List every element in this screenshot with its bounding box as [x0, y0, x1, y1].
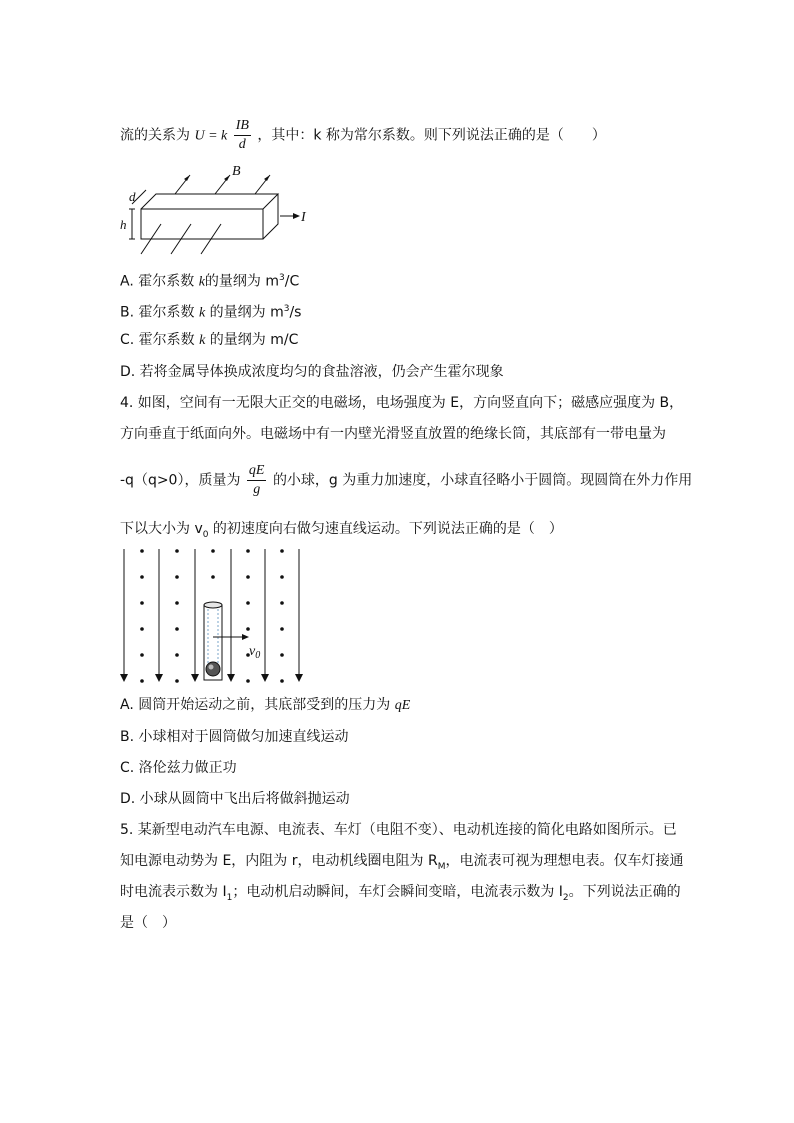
field-dot: [175, 653, 179, 657]
field-dot: [246, 627, 250, 631]
field-dot: [246, 575, 250, 579]
option-b-sup: 3: [283, 304, 290, 314]
q4-line-3: [120, 462, 692, 499]
q4-mass-numerator: qE: [247, 462, 267, 481]
q5-line-2-a: 知电源电动势为 E，内阻为 r，电动机线圈电阻为 R: [120, 853, 438, 869]
field-dot: [246, 679, 250, 683]
q3-option-b: [120, 299, 301, 324]
option-a-tail: /C: [284, 273, 300, 290]
option-c-var: k: [199, 333, 206, 348]
q3-formula-denominator: d: [238, 137, 246, 152]
q5-line-3-sub2: 2: [562, 892, 569, 903]
field-dot: [280, 653, 284, 657]
field-dot: [175, 601, 179, 605]
q4-option-c: C. 洛伦兹力做正功: [120, 760, 237, 776]
q4-option-b: B. 小球相对于圆筒做匀加速直线运动: [120, 729, 349, 745]
q4-line-4: [120, 519, 563, 545]
q4-field-figure: [115, 545, 315, 690]
q3-option-d: D. 若将金属导体换成浓度均匀的食盐溶液，仍会产生霍尔现象: [120, 364, 504, 380]
q5-line-2: [120, 851, 683, 877]
option-a-sup: 3: [279, 273, 285, 283]
q5-line-4: 是（ ）: [120, 915, 176, 931]
q4-option-a: [120, 695, 410, 716]
field-dot: [211, 549, 215, 553]
q5-line-2-sub: M: [437, 861, 446, 872]
q5-line-3-c: 。下列说法正确的: [568, 884, 681, 900]
option-b-prefix: B. 霍尔系数: [120, 304, 199, 321]
option-a-mid: 的量纲为 m: [204, 273, 279, 290]
q3-option-a: [120, 268, 299, 293]
option-b-mid: 的量纲为 m: [205, 304, 284, 321]
label-h: h: [120, 217, 127, 232]
field-dot: [175, 627, 179, 631]
label-I: I: [301, 210, 306, 225]
field-dot: [280, 601, 284, 605]
q3-formula-numerator: IB: [234, 117, 251, 136]
field-dot: [280, 627, 284, 631]
q3-option-c: [120, 330, 298, 351]
q3-intro-suffix: ，其中：k 称为常尔系数。则下列说法正确的是（ ）: [257, 127, 606, 144]
q4-mass-denominator: g: [253, 482, 261, 497]
field-dot: [280, 575, 284, 579]
q5-line-3-b: ；电动机启动瞬间，车灯会瞬间变暗，电流表示数为 I: [232, 884, 563, 900]
q5-line-2-b: ，电流表可视为理想电表。仅车灯接通: [445, 853, 684, 869]
q4-line-3-prefix: -q（q>0），质量为: [120, 472, 241, 489]
q4-option-a-prefix: A. 圆筒开始运动之前，其底部受到的压力为: [120, 697, 395, 713]
q5-line-3: [120, 882, 681, 908]
q3-intro-line: [120, 117, 606, 154]
field-dot: [175, 549, 179, 553]
field-dot: [175, 575, 179, 579]
field-dot: [140, 575, 144, 579]
q4-line-4-suffix: 的初速度向右做匀速直线运动。下列说法正确的是（ ）: [208, 521, 563, 537]
option-c-mid: 的量纲为 m/C: [205, 332, 299, 348]
q5-line-3-a: 时电流表示数为 I: [120, 884, 227, 900]
field-dot: [140, 653, 144, 657]
q4-line-2: 方向垂直于纸面向外。电磁场中有一内壁光滑竖直放置的绝缘长筒，其底部有一带电量为: [120, 426, 666, 442]
option-a-prefix: A. 霍尔系数: [120, 273, 199, 290]
q4-line-4-prefix: 下以大小为 v: [120, 521, 203, 537]
field-dot: [140, 679, 144, 683]
field-dot: [175, 679, 179, 683]
q4-line-1: 4. 如图，空间有一无限大正交的电磁场，电场强度为 E，方向竖直向下；磁感应强度为 B，: [120, 395, 684, 411]
field-dot: [280, 549, 284, 553]
option-c-prefix: C. 霍尔系数: [120, 332, 200, 348]
field-dot: [140, 601, 144, 605]
field-dot: [211, 575, 215, 579]
field-dot: [280, 679, 284, 683]
q4-line-4-sub: 0: [202, 529, 209, 540]
q3-intro-prefix: 流的关系为: [120, 127, 190, 144]
q5-line-1: 5. 某新型电动汽车电源、电流表、车灯（电阻不变）、电动机连接的简化电路如图所示。已: [120, 822, 677, 838]
q4-option-d: D. 小球从圆筒中飞出后将做斜抛运动: [120, 791, 350, 807]
q4-mass-fraction: [247, 462, 267, 499]
q3-formula-fraction: [234, 117, 251, 154]
field-dot: [246, 549, 250, 553]
option-b-tail: /s: [289, 304, 302, 321]
q3-formula-lhs: U = k: [194, 128, 228, 144]
field-dot: [140, 627, 144, 631]
q3-hall-figure: [115, 162, 315, 257]
field-dot: [246, 601, 250, 605]
q4-line-3-suffix: 的小球，g 为重力加速度，小球直径略小于圆筒。现圆筒在外力作用: [272, 472, 693, 489]
q5-line-3-sub1: 1: [226, 892, 233, 903]
label-d: d: [129, 189, 136, 204]
field-dot: [140, 549, 144, 553]
label-v0: $v_0$: [249, 644, 261, 661]
label-B: B: [232, 164, 241, 179]
q4-option-a-var: qE: [394, 698, 411, 713]
option-a-var: k: [198, 274, 205, 290]
block-front-face: [141, 209, 263, 239]
option-b-var: k: [198, 305, 206, 321]
ball: [206, 662, 220, 676]
